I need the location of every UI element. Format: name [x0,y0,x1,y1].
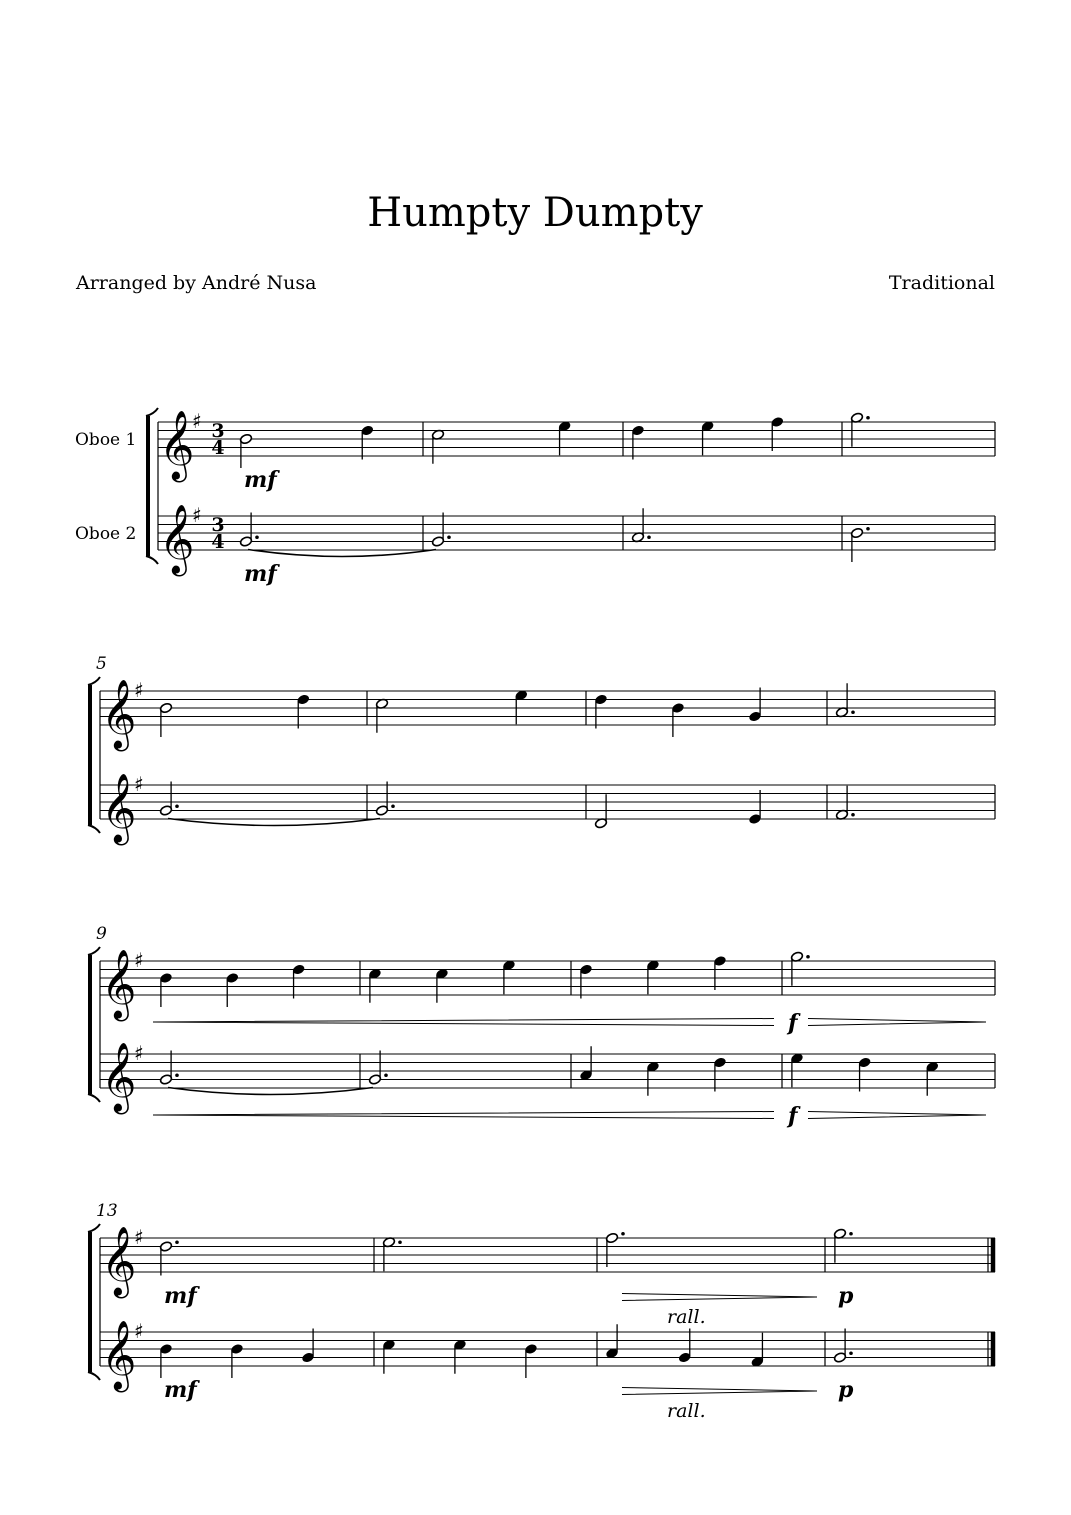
augmentation-dot [398,1240,402,1244]
treble-clef: 𝄞 [101,679,137,749]
note [368,968,381,1003]
note [833,1329,852,1364]
note [435,968,448,1003]
tempo-marking: rall. [667,1306,706,1328]
note [646,960,659,995]
staff-1 [100,1225,995,1298]
bracket-hook-bottom [88,825,100,833]
measure-number: 5 [96,654,107,674]
note [631,508,650,543]
note [382,1339,395,1374]
note [701,421,714,456]
key-signature-sharp: ♯ [192,409,202,433]
note [748,790,761,825]
dynamic-marking: f [788,1010,798,1036]
note [453,1339,466,1374]
tie [168,819,380,826]
note [226,972,239,1007]
dynamic-marking: p [838,1377,854,1403]
augmentation-dot [851,710,855,714]
note [748,688,761,723]
arranger-credit: Arranged by André Nusa [76,272,317,294]
key-signature-sharp: ♯ [134,1225,144,1249]
note [502,960,515,995]
staff-2 [100,1041,995,1114]
decrescendo-hairpin [622,1388,817,1395]
note [361,425,374,460]
staff-2 [100,772,995,845]
bracket-hook-bottom [146,556,158,564]
note [579,1046,592,1081]
note [790,951,809,986]
note [375,782,394,817]
note [594,794,607,829]
decrescendo-hairpin [622,1294,817,1301]
bracket-hook-top [88,1224,100,1232]
dynamic-marking: p [838,1283,854,1309]
music-system [88,654,995,845]
bracket-hook-top [88,947,100,955]
note [835,683,854,718]
key-signature-sharp: ♯ [134,948,144,972]
dynamic-marking: mf [244,561,277,587]
instrument-name: Oboe 2 [75,524,137,544]
note [833,1228,852,1263]
time-signature-bottom: 4 [211,437,225,459]
augmentation-dot [849,1351,853,1355]
augmentation-dot [851,813,855,817]
treble-clef: 𝄞 [101,1042,137,1112]
measure-number: 13 [96,1201,118,1221]
note [631,425,644,460]
dynamic-marking: mf [164,1283,197,1309]
treble-clef: 𝄞 [101,773,137,843]
note [239,513,258,548]
note [671,702,684,737]
note [926,1061,939,1096]
music-system [88,1201,995,1422]
treble-clef: 𝄞 [159,410,195,480]
note [771,416,784,451]
note [790,1053,803,1088]
augmentation-dot [447,535,451,539]
note [159,702,172,737]
note [230,1343,243,1378]
note [835,786,854,821]
time-signature-top: 3 [211,420,225,442]
note [646,1061,659,1096]
measure-number: 9 [96,924,107,944]
time-signature-bottom: 4 [211,531,225,553]
bracket-hook-bottom [88,1094,100,1102]
key-signature-sharp: ♯ [134,772,144,796]
note [515,690,528,725]
note [159,1051,178,1086]
note [368,1051,387,1086]
decrescendo-hairpin [808,1112,986,1119]
note [605,1232,624,1267]
note [382,1237,401,1272]
key-signature-sharp: ♯ [134,678,144,702]
bracket-hook-top [146,408,158,416]
score-title: Humpty Dumpty [367,190,703,236]
note [301,1329,314,1364]
music-system [88,924,995,1129]
note [297,694,310,729]
dynamic-marking: f [788,1103,798,1129]
augmentation-dot [175,1240,179,1244]
note [605,1324,618,1359]
instrument-name: Oboe 1 [75,430,137,450]
augmentation-dot [621,1232,625,1236]
note [713,955,726,990]
note [431,513,450,548]
note [858,1057,871,1092]
note [239,433,252,468]
note [850,412,869,447]
tie [168,1088,373,1095]
note [159,972,172,1007]
tempo-marking: rall. [667,1400,706,1422]
bracket-hook-bottom [88,1372,100,1380]
dynamic-marking: mf [244,467,277,493]
note [678,1329,691,1364]
augmentation-dot [391,804,395,808]
music-systems [75,408,995,1422]
key-signature-sharp: ♯ [134,1041,144,1065]
note [850,527,869,562]
note [524,1343,537,1378]
note [159,1343,172,1378]
staff-1 [100,948,995,1021]
staff-1 [100,678,995,751]
augmentation-dot [647,535,651,539]
note [558,421,571,456]
treble-clef: 𝄞 [101,949,137,1019]
augmentation-dot [849,1232,853,1236]
note [292,964,305,999]
key-signature-sharp: ♯ [192,503,202,527]
note [579,964,592,999]
bracket-hook-top [88,677,100,685]
dynamic-marking: mf [164,1377,197,1403]
note [751,1333,764,1368]
augmentation-dot [866,527,870,531]
treble-clef: 𝄞 [101,1226,137,1296]
augmentation-dot [255,535,259,539]
time-signature-top: 3 [211,514,225,536]
composer-credit: Traditional [888,272,995,294]
decrescendo-hairpin [808,1019,986,1026]
staff-2 [100,1319,995,1392]
note [375,698,388,733]
augmentation-dot [384,1073,388,1077]
key-signature-sharp: ♯ [134,1319,144,1343]
note [713,1057,726,1092]
crescendo-hairpin [153,1112,774,1119]
augmentation-dot [175,804,179,808]
augmentation-dot [866,416,870,420]
note [594,694,607,729]
augmentation-dot [806,955,810,959]
treble-clef: 𝄞 [101,1320,137,1390]
treble-clef: 𝄞 [159,504,195,574]
note [431,429,444,464]
crescendo-hairpin [153,1019,774,1026]
note [159,1240,178,1275]
tie [248,550,436,557]
staff-2 [75,503,995,576]
note [159,782,178,817]
music-system [75,408,995,587]
augmentation-dot [175,1073,179,1077]
